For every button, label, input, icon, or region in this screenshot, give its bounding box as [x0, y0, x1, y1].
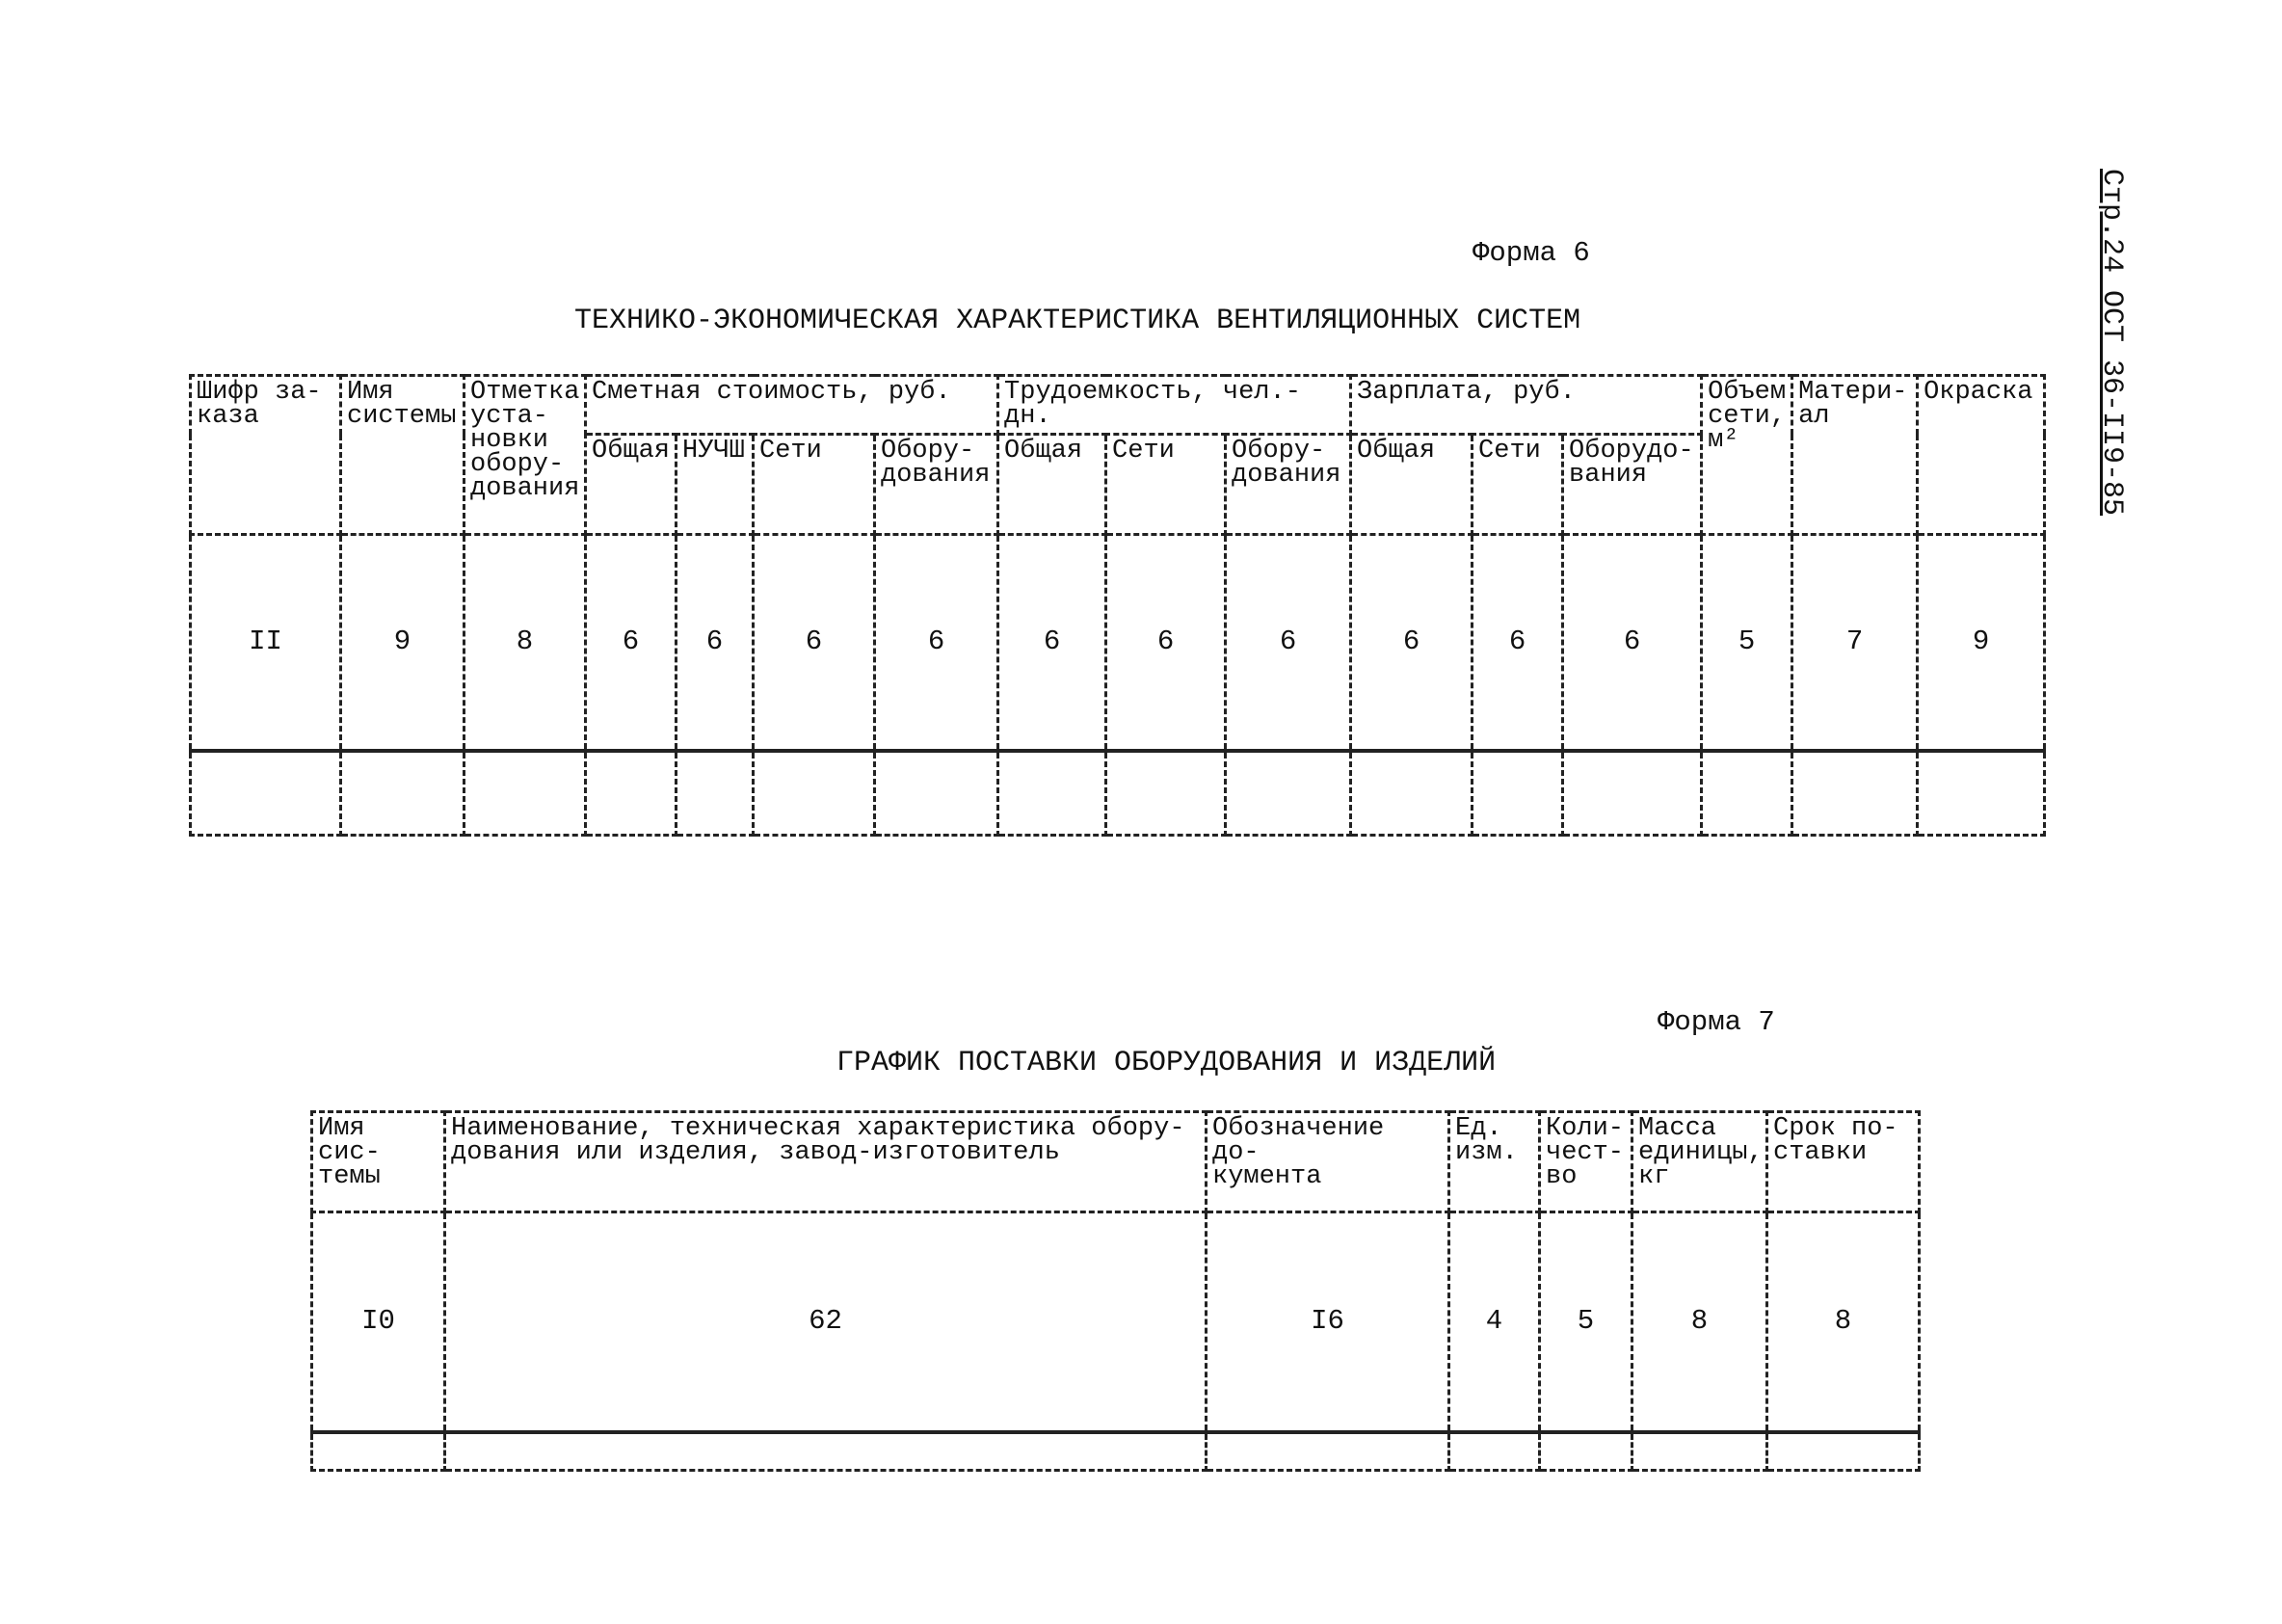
width-cell: 6	[1563, 535, 1702, 751]
header-material: Матери- ал	[1792, 376, 1918, 535]
page-reference: Стр.24 ОСТ 36-II9-85	[2095, 169, 2128, 517]
header-estimate-total: Общая	[586, 435, 677, 535]
empty-cell	[1918, 751, 2045, 836]
header-document-designation: Обозначение до- кумента	[1207, 1112, 1449, 1212]
header-network-volume: Объем сети, м²	[1702, 376, 1792, 535]
form6-table	[189, 374, 2046, 837]
header-estimate-networks: Сети	[754, 435, 875, 535]
width-cell: I6	[1207, 1212, 1449, 1432]
width-cell: 7	[1792, 535, 1918, 751]
header-salary-equipment: Оборудо- вания	[1563, 435, 1702, 535]
empty-cell	[1540, 1432, 1632, 1471]
width-cell: 6	[1351, 535, 1473, 751]
empty-cell	[464, 751, 586, 836]
header-quantity: Коли- чест- во	[1540, 1112, 1632, 1212]
width-cell: 8	[1632, 1212, 1767, 1432]
header-estimate-equipment: Обору- дования	[875, 435, 998, 535]
empty-cell	[1473, 751, 1563, 836]
empty-cell	[1226, 751, 1351, 836]
empty-cell	[1207, 1432, 1449, 1471]
form7-label: Форма 7	[1658, 1006, 1775, 1038]
header-cipher: Шифр за- каза	[191, 376, 341, 535]
width-cell: 6	[586, 535, 677, 751]
width-cell: 6	[1106, 535, 1226, 751]
width-cell: 8	[464, 535, 586, 751]
header-unit-mass: Масса единицы, кг	[1632, 1112, 1767, 1212]
width-cell: 4	[1449, 1212, 1540, 1432]
header-labor-total: Общая	[998, 435, 1106, 535]
header-item-description: Наименование, техническая характеристика обору- дования или изделия, завод-изготовитель	[445, 1112, 1207, 1212]
width-cell: 9	[1918, 535, 2045, 751]
empty-cell	[1632, 1432, 1767, 1471]
header-delivery-date: Срок по- ставки	[1767, 1112, 1920, 1212]
width-cell: 6	[677, 535, 754, 751]
width-cell: 5	[1540, 1212, 1632, 1432]
form6-title: ТЕХНИКО-ЭКОНОМИЧЕСКАЯ ХАРАКТЕРИСТИКА ВЕНТИЛЯЦИОННЫХ СИСТЕМ	[574, 305, 1581, 337]
empty-cell	[1792, 751, 1918, 836]
width-cell: 6	[998, 535, 1106, 751]
header-estimate-nuchsh: НУЧШ	[677, 435, 754, 535]
header-unit: Ед. изм.	[1449, 1112, 1540, 1212]
width-cell: 6	[1226, 535, 1351, 751]
width-cell: 6	[1473, 535, 1563, 751]
empty-cell	[1449, 1432, 1540, 1471]
header-install-mark: Отметка уста- новки обору- дования	[464, 376, 586, 535]
header-system-name: Имя сис- темы	[312, 1112, 445, 1212]
empty-cell	[1563, 751, 1702, 836]
header-salary: Зарплата, руб.	[1351, 376, 1702, 435]
header-salary-total: Общая	[1351, 435, 1473, 535]
form6-label: Форма 6	[1473, 237, 1590, 269]
header-salary-networks: Сети	[1473, 435, 1563, 535]
empty-cell	[1702, 751, 1792, 836]
empty-cell	[586, 751, 677, 836]
width-cell: 6	[875, 535, 998, 751]
form7-table	[310, 1110, 1921, 1472]
width-cell: 62	[445, 1212, 1207, 1432]
empty-cell	[677, 751, 754, 836]
width-cell: I0	[312, 1212, 445, 1432]
header-system-name: Имя системы	[341, 376, 464, 535]
width-cell: 9	[341, 535, 464, 751]
empty-cell	[1106, 751, 1226, 836]
empty-cell	[1351, 751, 1473, 836]
form7-title: ГРАФИК ПОСТАВКИ ОБОРУДОВАНИЯ И ИЗДЕЛИЙ	[836, 1047, 1497, 1079]
empty-cell	[754, 751, 875, 836]
width-cell: 8	[1767, 1212, 1920, 1432]
empty-cell	[875, 751, 998, 836]
header-estimate-cost: Сметная стоимость, руб.	[586, 376, 998, 435]
header-labor-equipment: Обору- дования	[1226, 435, 1351, 535]
empty-cell	[191, 751, 341, 836]
width-cell: 6	[754, 535, 875, 751]
empty-cell	[341, 751, 464, 836]
header-painting: Окраска	[1918, 376, 2045, 535]
empty-cell	[312, 1432, 445, 1471]
width-cell: 5	[1702, 535, 1792, 751]
header-labor: Трудоемкость, чел.-дн.	[998, 376, 1351, 435]
empty-cell	[998, 751, 1106, 836]
empty-cell	[445, 1432, 1207, 1471]
empty-cell	[1767, 1432, 1920, 1471]
width-cell: II	[191, 535, 341, 751]
header-labor-networks: Сети	[1106, 435, 1226, 535]
